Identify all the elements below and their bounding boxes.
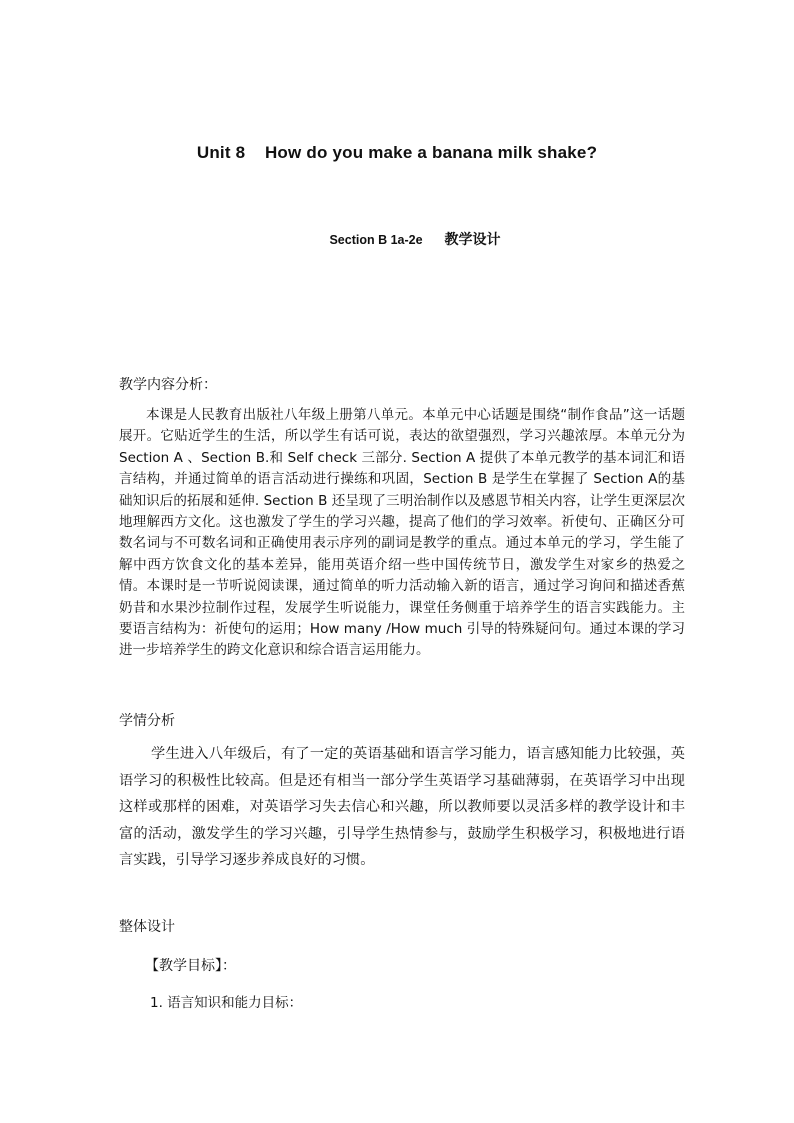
overall-design-heading: 整体设计 <box>119 919 175 935</box>
document-title: Unit 8 How do you make a banana milk shake? <box>196 143 598 162</box>
document-subtitle <box>0 229 794 249</box>
learner-analysis-paragraph: 学生进入八年级后，有了一定的英语基础和语言学习能力，语言感知能力比较强，英语学习的积极性比较高。但是还有相当一部分学生英语学习基础薄弱，在英语学习中出现这样或那样的困难，对英语学习失去信心和兴趣，所以教师要以灵活多样的教学设计和丰富的活动，激发学生的学习兴趣，引导学生热情参与，鼓励学生积极学习，积极地进行语言实践，引导学习逐步养成良好的习惯。 <box>119 746 685 868</box>
content-analysis-paragraph: 本课是人民教育出版社八年级上册第八单元。本单元中心话题是围绕“制作食品”这一话题展开。它贴近学生的生活，所以学生有话可说，表达的欲望强烈，学习兴趣浓厚。本单元分为 Section A 、Section B.和 Self check 三部分. Section A 提供了本单元教学的基本词汇和语言结构，并通过简单的语言活动进行操练和巩固，Section B 是学生在掌握了 Section A的基础知识后的拓展和延伸. Section B 还呈现了三明治制作以及感恩节相关内容，让学生更深层次地理解西方文化。这也激发了学生的学习兴趣，提高了他们的学习效率。祈使句、正确区分可数名词与不可数名词和正确使用表示序列的副词是教学的重点。通过本单元的学习，学生能了解中西方饮食文化的基本差异，能用英语介绍一些中国传统节日，激发学生对家乡的热爱之情。本课时是一节听说阅读课，通过简单的听力活动输入新的语言，通过学习询问和描述香蕉奶昔和水果沙拉制作过程，发展学生听说能力，课堂任务侧重于培养学生的语言实践能力。主要语言结构为：祈使句的运用；How many /How much 引导的特殊疑问句。通过本课的学习进一步培养学生的跨文化意识和综合语言运用能力。 <box>119 407 685 659</box>
design-label: 教学设计 <box>444 232 501 248</box>
teaching-goals-label: 【教学目标】： <box>145 958 236 974</box>
content-analysis-heading: 教学内容分析： <box>119 377 217 393</box>
section-label: Section B 1a-2e <box>329 233 423 247</box>
goal-item-1: 1. 语言知识和能力目标： <box>150 995 303 1011</box>
learner-analysis-heading: 学情分析 <box>119 713 175 729</box>
